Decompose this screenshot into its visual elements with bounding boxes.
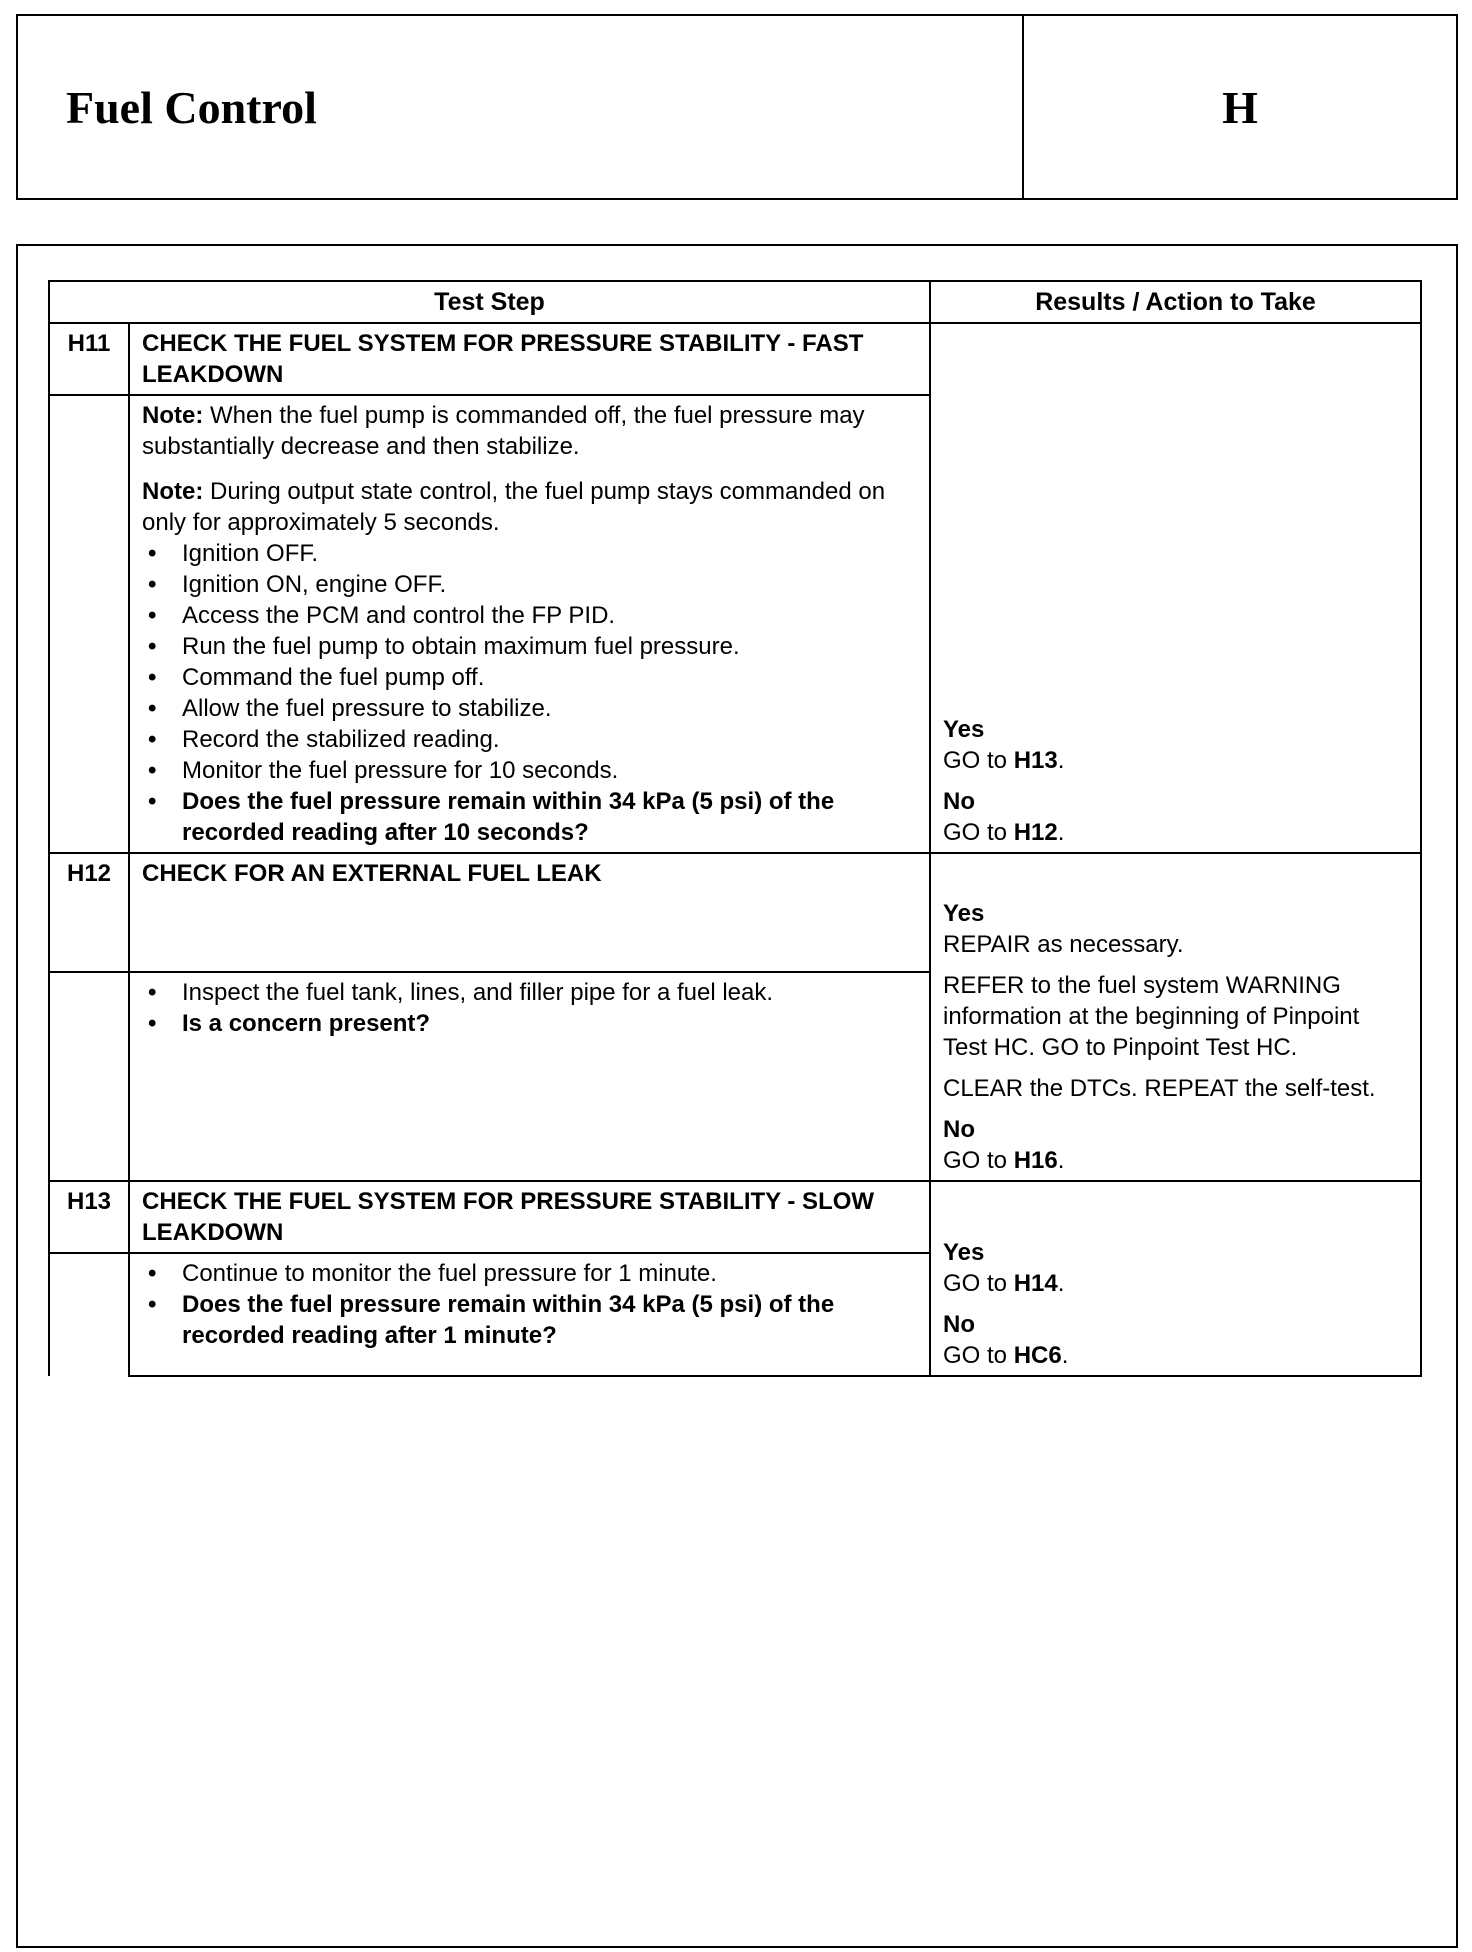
step-title: CHECK THE FUEL SYSTEM FOR PRESSURE STABILITY - SLOW LEAKDOWN: [129, 1181, 930, 1253]
list-item: • Monitor the fuel pressure for 10 seconds.: [148, 757, 619, 784]
bullet-icon: •: [148, 571, 157, 598]
question-item: • Does the fuel pressure remain within 34 kPa (5 psi) of the recorded reading after 1 minute?: [148, 1291, 835, 1349]
no-result: [943, 786, 1408, 848]
list-item: • Continue to monitor the fuel pressure for 1 minute.: [148, 1260, 717, 1287]
bullet-icon: •: [148, 695, 157, 722]
goto-link[interactable]: H14: [1013, 1270, 1058, 1297]
yes-action: REPAIR as necessary.: [943, 931, 1184, 958]
step-body: [129, 972, 930, 1181]
yes-label: Yes: [943, 716, 985, 743]
step-number: H12: [49, 853, 129, 972]
question-item: • Does the fuel pressure remain within 34 kPa (5 psi) of the recorded reading after 10 seconds?: [148, 788, 835, 846]
bullet-icon: •: [148, 1010, 157, 1037]
list-item: • Run the fuel pump to obtain maximum fuel pressure.: [148, 633, 740, 660]
yes-result: [943, 898, 1408, 960]
no-label: No: [943, 1116, 975, 1143]
step-h13-results: [930, 1181, 1421, 1376]
list-item: • Ignition ON, engine OFF.: [148, 571, 447, 598]
step-list: [142, 977, 919, 1039]
list-item: • Ignition OFF.: [148, 540, 319, 567]
no-label: No: [943, 788, 975, 815]
goto-link[interactable]: H12: [1013, 819, 1058, 846]
yes-action: REFER to the fuel system WARNING information at the beginning of Pinpoint Test HC. GO to Pinpoint Test HC.: [943, 972, 1360, 1061]
step-body: [129, 395, 930, 853]
no-action: GO to H12.: [943, 819, 1065, 846]
goto-link[interactable]: H16: [1013, 1147, 1058, 1174]
yes-action: CLEAR the DTCs. REPEAT the self-test.: [943, 1075, 1376, 1102]
step-title: CHECK THE FUEL SYSTEM FOR PRESSURE STABILITY - FAST LEAKDOWN: [129, 323, 930, 395]
bullet-icon: •: [148, 1260, 157, 1287]
no-action: GO to HC6.: [943, 1342, 1069, 1369]
bullet-icon: •: [148, 979, 157, 1006]
step-body: [129, 1253, 930, 1376]
step-list: [142, 1258, 919, 1351]
step-number: H11: [49, 323, 129, 395]
goto-link[interactable]: H13: [1013, 747, 1058, 774]
question-item: • Is a concern present?: [148, 1010, 431, 1037]
test-step-table: [48, 280, 1422, 1377]
bullet-icon: •: [148, 788, 157, 815]
no-label: No: [943, 1311, 975, 1338]
section-title: Fuel Control: [18, 16, 1024, 198]
yes-action: GO to H13.: [943, 747, 1065, 774]
step-h13-title-row: [49, 1181, 1421, 1253]
bullet-icon: •: [148, 1291, 157, 1318]
bullet-icon: •: [148, 664, 157, 691]
bullet-icon: •: [148, 757, 157, 784]
step-h11-results: [930, 323, 1421, 853]
list-item: • Record the stabilized reading.: [148, 726, 500, 753]
bullet-icon: •: [148, 540, 157, 567]
no-result: [943, 1114, 1408, 1176]
list-item: • Access the PCM and control the FP PID.: [148, 602, 616, 629]
note: Note: When the fuel pump is commanded off, the fuel pressure may substantially decrease and then stabilize.: [142, 402, 865, 460]
list-item: • Command the fuel pump off.: [148, 664, 485, 691]
yes-action: GO to H14.: [943, 1270, 1065, 1297]
yes-result: [943, 714, 1408, 776]
bullet-icon: •: [148, 602, 157, 629]
page-header: [16, 14, 1458, 200]
test-step-header: Test Step: [49, 281, 930, 323]
bullet-icon: •: [148, 726, 157, 753]
step-number: H13: [49, 1181, 129, 1253]
note: Note: During output state control, the fuel pump stays commanded on only for approximately 5 seconds.: [142, 478, 886, 536]
step-h11-title-row: [49, 323, 1421, 395]
step-h12-title-row: [49, 853, 1421, 972]
results-header: Results / Action to Take: [930, 281, 1421, 323]
yes-label: Yes: [943, 900, 985, 927]
content-frame: [16, 244, 1458, 1948]
table-header-row: [49, 281, 1421, 323]
goto-link[interactable]: HC6: [1013, 1342, 1062, 1369]
no-result: [943, 1309, 1408, 1371]
step-h12-results: [930, 853, 1421, 1181]
step-list: [142, 538, 919, 848]
no-action: GO to H16.: [943, 1147, 1065, 1174]
yes-result: [943, 1237, 1408, 1299]
list-item: • Inspect the fuel tank, lines, and filler pipe for a fuel leak.: [148, 979, 774, 1006]
step-title: CHECK FOR AN EXTERNAL FUEL LEAK: [129, 853, 930, 972]
section-code: H: [1222, 81, 1258, 133]
yes-label: Yes: [943, 1239, 985, 1266]
list-item: • Allow the fuel pressure to stabilize.: [148, 695, 552, 722]
bullet-icon: •: [148, 633, 157, 660]
